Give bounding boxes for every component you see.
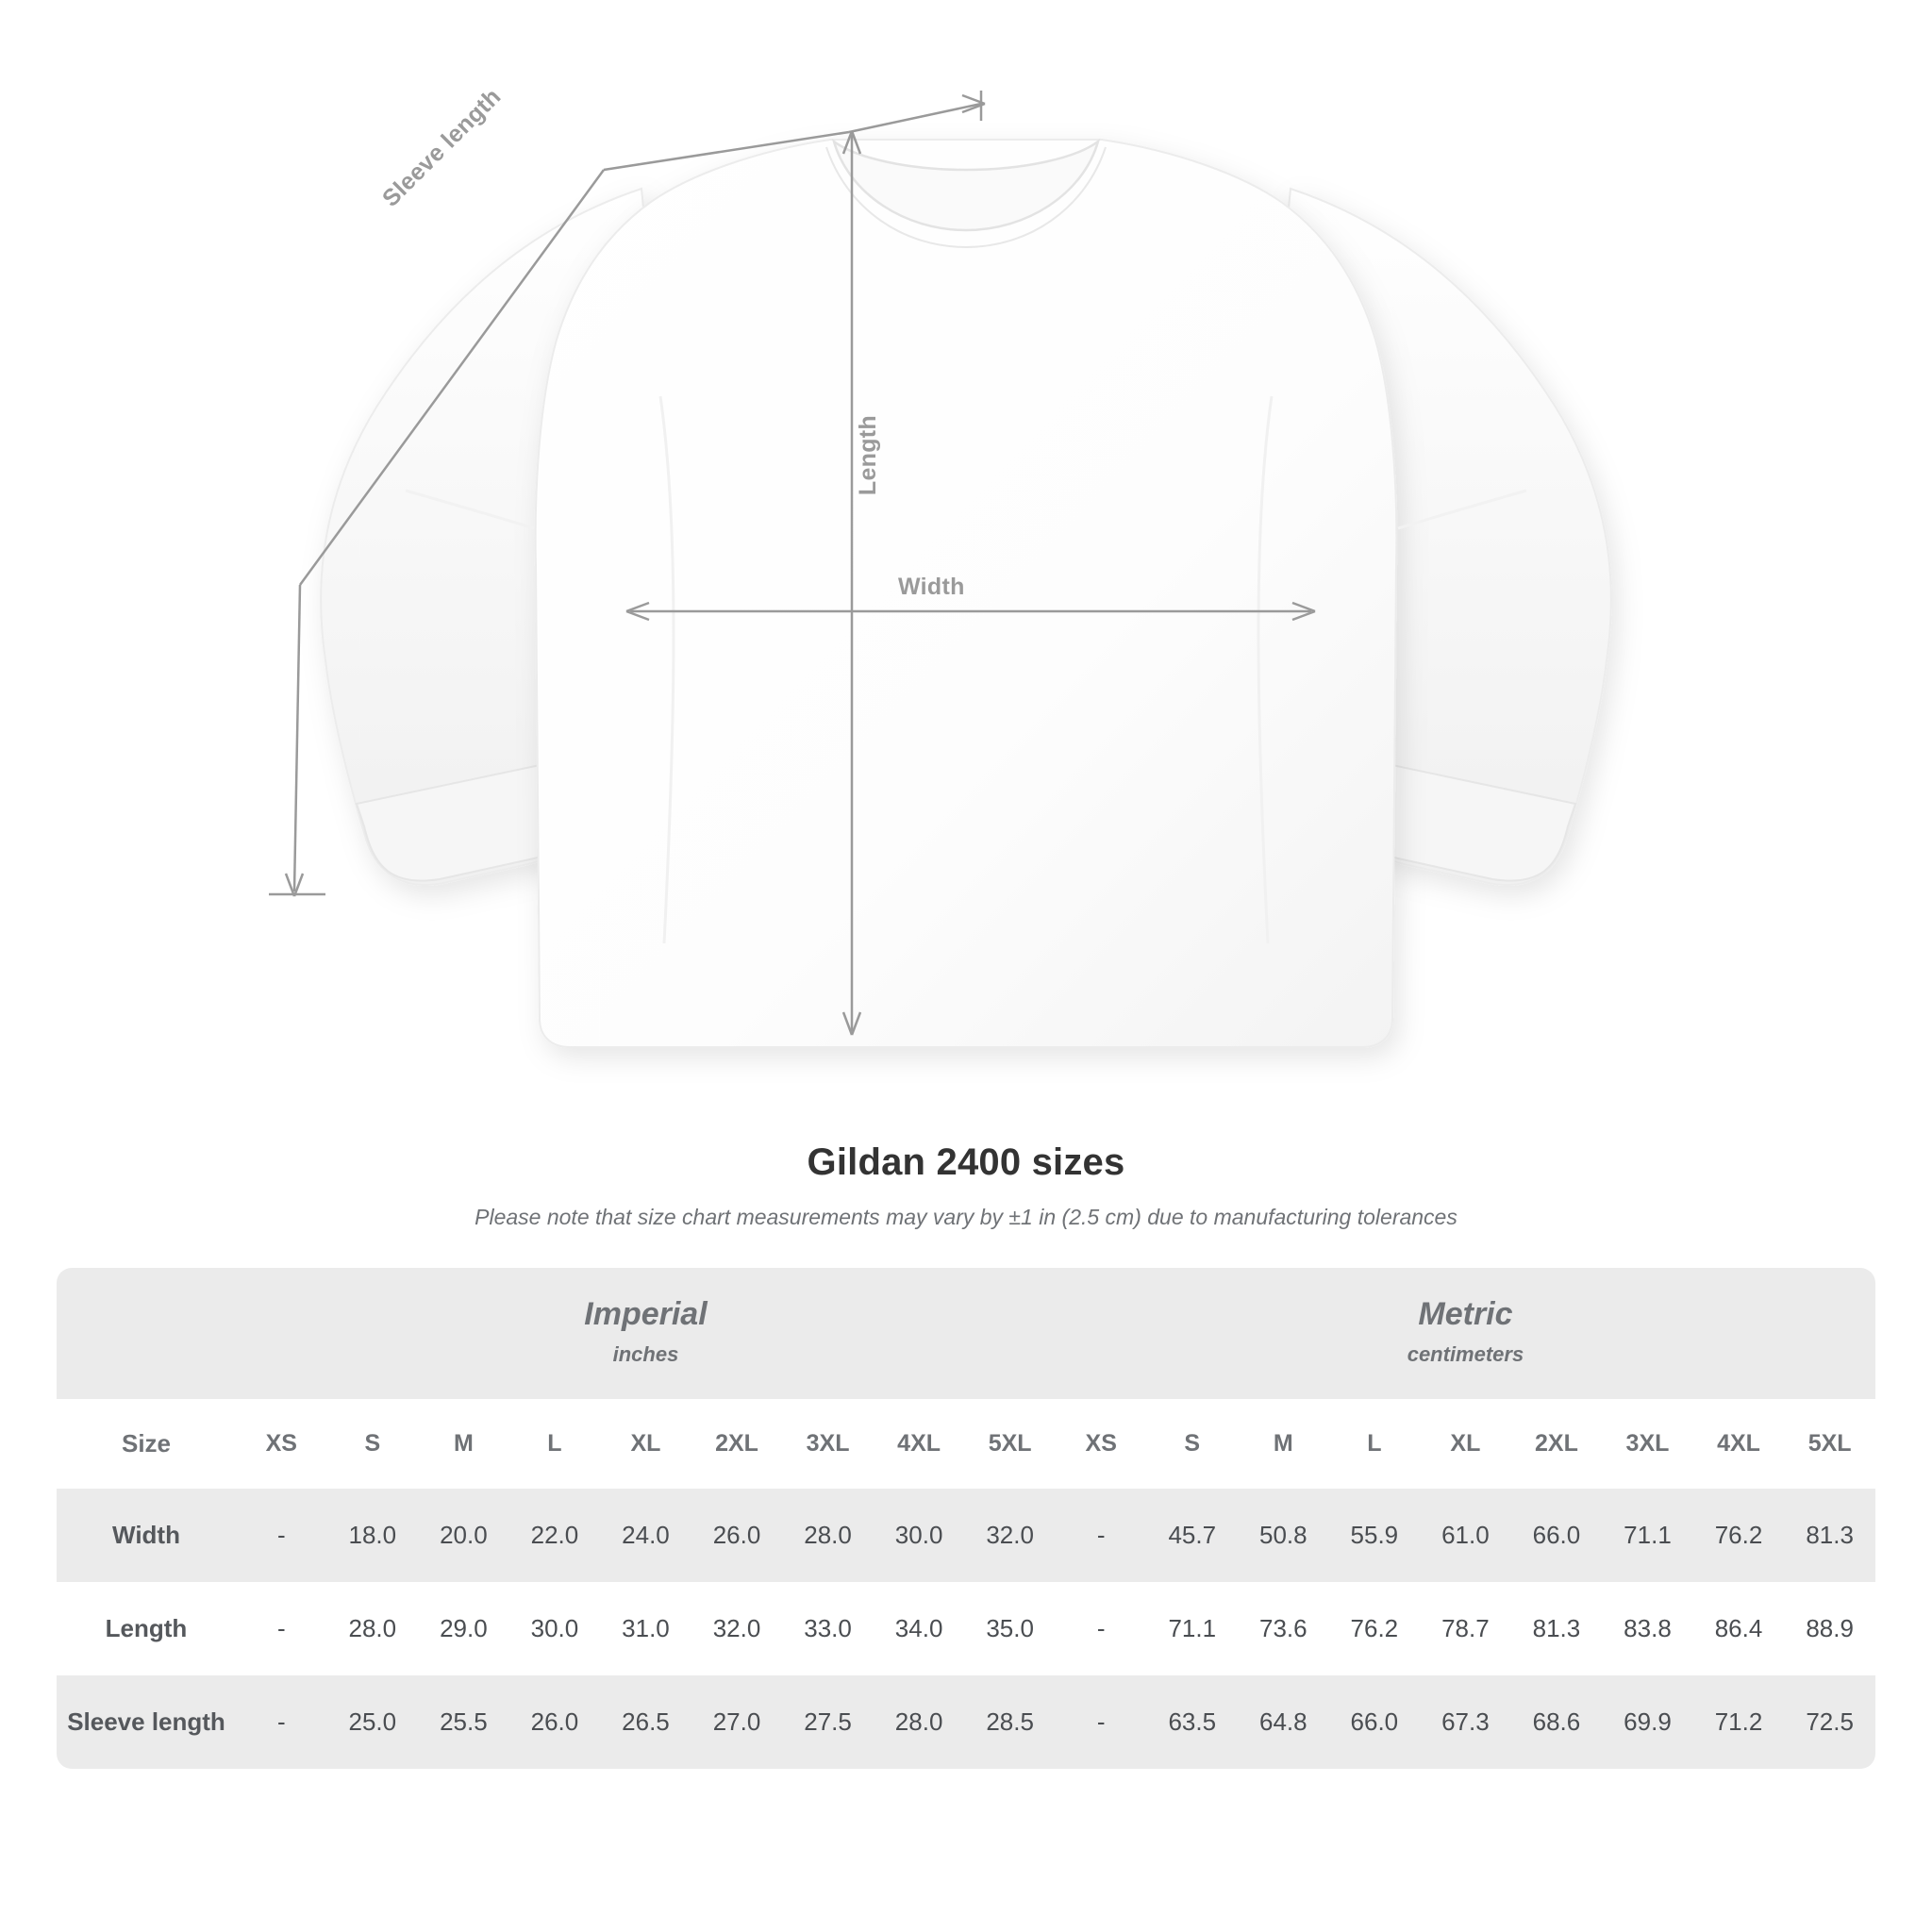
size-header-imp-3xl: 3XL bbox=[782, 1399, 874, 1489]
cell-width-met-3xl: 71.1 bbox=[1602, 1489, 1693, 1582]
cell-width-met-2xl: 66.0 bbox=[1511, 1489, 1603, 1582]
cell-length-imp-xs: - bbox=[236, 1582, 327, 1675]
size-header-imp-s: S bbox=[327, 1399, 419, 1489]
size-header-met-s: S bbox=[1146, 1399, 1238, 1489]
unit-header-spacer bbox=[57, 1268, 236, 1399]
cell-sleeve-imp-4xl: 28.0 bbox=[874, 1675, 965, 1769]
cell-width-imp-l: 22.0 bbox=[509, 1489, 601, 1582]
cell-sleeve-met-l: 66.0 bbox=[1329, 1675, 1421, 1769]
cell-length-imp-s: 28.0 bbox=[327, 1582, 419, 1675]
dimension-label-sleeve-length: Sleeve length bbox=[377, 83, 507, 212]
table-row bbox=[57, 1675, 1875, 1769]
cell-length-met-xs: - bbox=[1056, 1582, 1147, 1675]
cell-width-imp-3xl: 28.0 bbox=[782, 1489, 874, 1582]
table-row bbox=[57, 1582, 1875, 1675]
unit-sub-metric: centimeters bbox=[1407, 1342, 1524, 1366]
dimension-label-width: Width bbox=[898, 574, 965, 600]
size-header-met-3xl: 3XL bbox=[1602, 1399, 1693, 1489]
cell-length-imp-4xl: 34.0 bbox=[874, 1582, 965, 1675]
row-label-width: Width bbox=[57, 1489, 236, 1582]
cell-width-imp-m: 20.0 bbox=[418, 1489, 509, 1582]
unit-name-metric: Metric bbox=[1418, 1296, 1513, 1332]
cell-length-met-xl: 78.7 bbox=[1420, 1582, 1511, 1675]
cell-sleeve-met-m: 64.8 bbox=[1238, 1675, 1329, 1769]
size-header-met-xs: XS bbox=[1056, 1399, 1147, 1489]
cell-sleeve-met-3xl: 69.9 bbox=[1602, 1675, 1693, 1769]
size-header-met-l: L bbox=[1329, 1399, 1421, 1489]
title-block bbox=[0, 1141, 1932, 1230]
size-table-wrapper bbox=[57, 1268, 1875, 1769]
cell-sleeve-met-4xl: 71.2 bbox=[1693, 1675, 1785, 1769]
size-header-imp-m: M bbox=[418, 1399, 509, 1489]
size-header-met-2xl: 2XL bbox=[1511, 1399, 1603, 1489]
cell-width-imp-xl: 24.0 bbox=[600, 1489, 691, 1582]
cell-length-met-m: 73.6 bbox=[1238, 1582, 1329, 1675]
cell-sleeve-imp-3xl: 27.5 bbox=[782, 1675, 874, 1769]
cell-sleeve-met-xl: 67.3 bbox=[1420, 1675, 1511, 1769]
cell-width-met-4xl: 76.2 bbox=[1693, 1489, 1785, 1582]
size-header-imp-xs: XS bbox=[236, 1399, 327, 1489]
cell-sleeve-imp-l: 26.0 bbox=[509, 1675, 601, 1769]
cell-length-met-5xl: 88.9 bbox=[1784, 1582, 1875, 1675]
size-header-imp-5xl: 5XL bbox=[964, 1399, 1056, 1489]
size-header-met-xl: XL bbox=[1420, 1399, 1511, 1489]
size-header-met-m: M bbox=[1238, 1399, 1329, 1489]
cell-length-imp-2xl: 32.0 bbox=[691, 1582, 783, 1675]
cell-length-imp-3xl: 33.0 bbox=[782, 1582, 874, 1675]
cell-width-imp-4xl: 30.0 bbox=[874, 1489, 965, 1582]
unit-header-metric bbox=[1056, 1268, 1875, 1399]
cell-width-met-s: 45.7 bbox=[1146, 1489, 1238, 1582]
cell-length-imp-xl: 31.0 bbox=[600, 1582, 691, 1675]
cell-sleeve-imp-m: 25.5 bbox=[418, 1675, 509, 1769]
table-row bbox=[57, 1489, 1875, 1582]
row-label-sleeve-length: Sleeve length bbox=[57, 1675, 236, 1769]
size-header-met-4xl: 4XL bbox=[1693, 1399, 1785, 1489]
page-title: Gildan 2400 sizes bbox=[807, 1141, 1125, 1183]
cell-sleeve-imp-2xl: 27.0 bbox=[691, 1675, 783, 1769]
size-header-imp-2xl: 2XL bbox=[691, 1399, 783, 1489]
unit-header-row bbox=[57, 1268, 1875, 1399]
size-header-met-5xl: 5XL bbox=[1784, 1399, 1875, 1489]
cell-width-met-xs: - bbox=[1056, 1489, 1147, 1582]
column-header-size: Size bbox=[57, 1399, 236, 1489]
unit-sub-imperial: inches bbox=[612, 1342, 679, 1366]
cell-sleeve-imp-s: 25.0 bbox=[327, 1675, 419, 1769]
size-header-imp-4xl: 4XL bbox=[874, 1399, 965, 1489]
cell-width-met-xl: 61.0 bbox=[1420, 1489, 1511, 1582]
cell-width-imp-2xl: 26.0 bbox=[691, 1489, 783, 1582]
cell-sleeve-met-s: 63.5 bbox=[1146, 1675, 1238, 1769]
cell-length-imp-5xl: 35.0 bbox=[964, 1582, 1056, 1675]
cell-sleeve-imp-5xl: 28.5 bbox=[964, 1675, 1056, 1769]
unit-header-imperial bbox=[236, 1268, 1056, 1399]
cell-width-imp-xs: - bbox=[236, 1489, 327, 1582]
cell-length-imp-l: 30.0 bbox=[509, 1582, 601, 1675]
row-label-length: Length bbox=[57, 1582, 236, 1675]
size-header-row bbox=[57, 1399, 1875, 1489]
cell-width-imp-5xl: 32.0 bbox=[964, 1489, 1056, 1582]
cell-sleeve-imp-xs: - bbox=[236, 1675, 327, 1769]
cell-length-met-2xl: 81.3 bbox=[1511, 1582, 1603, 1675]
cell-width-met-5xl: 81.3 bbox=[1784, 1489, 1875, 1582]
size-table bbox=[57, 1268, 1875, 1769]
cell-sleeve-met-5xl: 72.5 bbox=[1784, 1675, 1875, 1769]
cell-length-met-l: 76.2 bbox=[1329, 1582, 1421, 1675]
unit-name-imperial: Imperial bbox=[584, 1296, 708, 1332]
cell-sleeve-met-2xl: 68.6 bbox=[1511, 1675, 1603, 1769]
cell-length-met-s: 71.1 bbox=[1146, 1582, 1238, 1675]
cell-sleeve-imp-xl: 26.5 bbox=[600, 1675, 691, 1769]
dimension-label-length: Length bbox=[855, 415, 881, 496]
size-header-imp-l: L bbox=[509, 1399, 601, 1489]
size-header-imp-xl: XL bbox=[600, 1399, 691, 1489]
cell-width-met-l: 55.9 bbox=[1329, 1489, 1421, 1582]
cell-length-met-4xl: 86.4 bbox=[1693, 1582, 1785, 1675]
tolerance-note: Please note that size chart measurements may vary by ±1 in (2.5 cm) due to manufacturing tolerances bbox=[475, 1205, 1457, 1229]
cell-sleeve-met-xs: - bbox=[1056, 1675, 1147, 1769]
cell-length-imp-m: 29.0 bbox=[418, 1582, 509, 1675]
cell-length-met-3xl: 83.8 bbox=[1602, 1582, 1693, 1675]
cell-width-met-m: 50.8 bbox=[1238, 1489, 1329, 1582]
cell-width-imp-s: 18.0 bbox=[327, 1489, 419, 1582]
